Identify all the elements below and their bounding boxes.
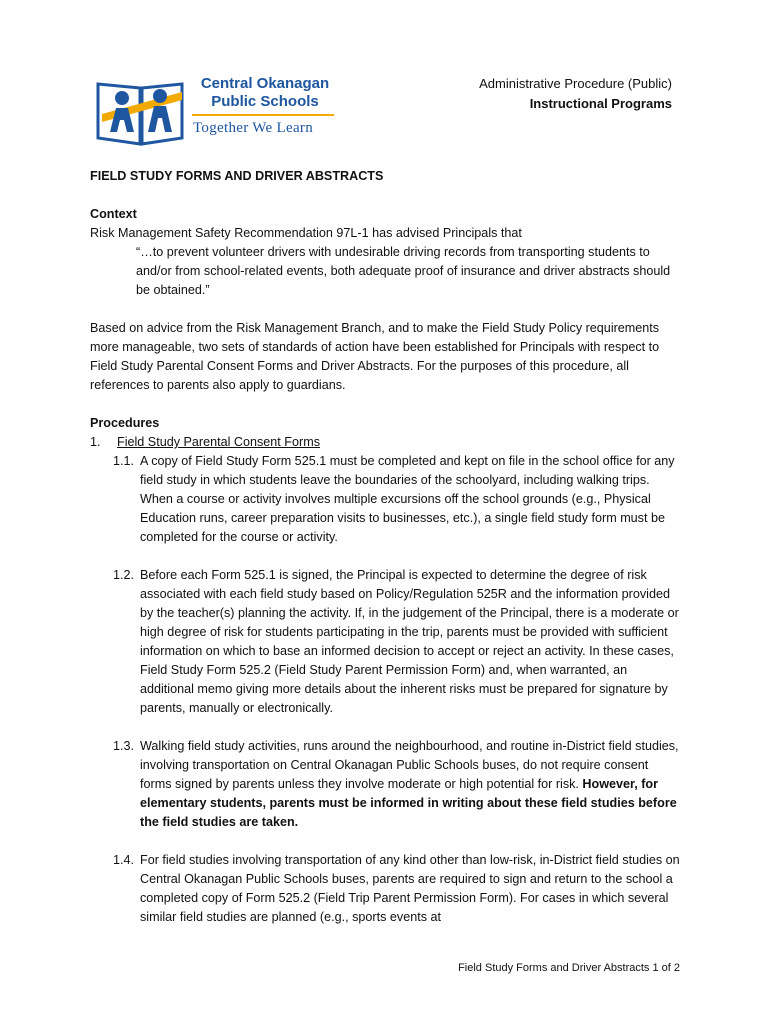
context-quote: “…to prevent volunteer drivers with undesirable driving records from transporting students to and/or from school-related events, both adequate proof of insurance and driver abstracts should be obtained.” (136, 245, 671, 297)
item-number: 1.4. (113, 853, 135, 867)
procedure-category: Instructional Programs (529, 96, 672, 111)
list-item (113, 737, 680, 832)
document-header (479, 74, 672, 114)
logo-name-line1: Central Okanagan (200, 75, 330, 92)
item-number: 1.3. (113, 739, 135, 753)
logo-wordmark (190, 74, 340, 111)
item-number: 1.1. (113, 454, 135, 468)
item-text: Before each Form 525.1 is signed, the Principal is expected to determine the degree of risk associated with each field study based on Policy/Regulation 525R and the information provided by the teacher(s) planning the activity. If, in the judgement of the Principal, there is a moderate or high degree of risk for students participating in the trip, parents must be provided with sufficient information on which to base an informed decision to accept or reject an activity. In these cases, Field Study Form 525.2 (Field Study Parent Permission Form) and, when warranted, an additional memo giving more details about the inherent risks must be prepared for signature by parents, manually or electronically. (140, 568, 679, 715)
list-item (113, 566, 680, 718)
logo-tagline: Together We Learn (193, 120, 314, 136)
item-emphasis: However, for elementary students, parents must be informed in writing about these field studies before the field studies are taken. (140, 777, 677, 829)
procedure-type: Administrative Procedure (Public) (479, 76, 672, 91)
item-text: Walking field study activities, runs around the neighbourhood, and routine in-District field studies, involving transportation on Central Okanagan Public Schools buses, do not require consent forms signed by parents unless they involve moderate or high potential for risk. (140, 739, 679, 791)
item-number: 1. (90, 435, 101, 449)
procedures-heading: Procedures (90, 416, 160, 430)
logo-emblem-icon (96, 74, 188, 146)
page-footer: Field Study Forms and Driver Abstracts 1 of 2 (458, 962, 680, 974)
list-item (113, 851, 680, 927)
list-item (113, 452, 680, 547)
context-intro: Risk Management Safety Recommendation 97L-1 has advised Principals that (90, 226, 522, 240)
document-body (90, 167, 680, 927)
item-number: 1.2. (113, 568, 135, 582)
document-title: FIELD STUDY FORMS AND DRIVER ABSTRACTS (90, 169, 384, 183)
district-logo (96, 74, 336, 146)
logo-name-line2: Public Schools (211, 93, 319, 110)
context-heading: Context (90, 207, 137, 221)
context-paragraph: Based on advice from the Risk Management Branch, and to make the Field Study Policy requirements more manageable, two sets of standards of action have been established for Principals with respect to Field Study Parental Consent Forms and Driver Abstracts. For the purposes of this procedure, all references to parents also apply to guardians. (90, 321, 660, 392)
logo-divider (192, 114, 334, 116)
item-title: Field Study Parental Consent Forms (117, 435, 320, 449)
item-text: A copy of Field Study Form 525.1 must be completed and kept on file in the school office for any field study in which students leave the boundaries of the schoolyard, including walking trips. When a course or activity involves multiple excursions off the school grounds (e.g., Physical Education runs, career preparation visits to businesses, etc.), a single field study form must be completed for the course or activity. (140, 454, 675, 544)
item-text: For field studies involving transportation of any kind other than low-risk, in-District field studies on Central Okanagan Public Schools buses, parents are required to sign and return to the school a completed copy of Form 525.2 (Field Trip Parent Permission Form). For cases in which several similar field studies are planned (e.g., sports events at (140, 853, 680, 924)
item-text-container (140, 737, 680, 832)
list-item (90, 433, 680, 452)
